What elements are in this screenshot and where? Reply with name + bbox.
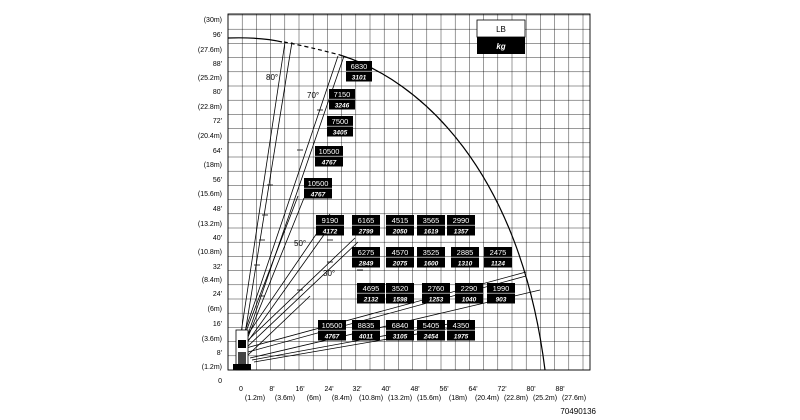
y-tick-m: (3.6m) (201, 336, 222, 343)
load-box (451, 247, 479, 268)
load-box (484, 247, 512, 268)
load-lb: 7500 (331, 117, 349, 126)
x-tick-m: (10.8m) (358, 395, 384, 402)
x-tick-m: (27.6m) (561, 395, 587, 402)
load-box (386, 320, 414, 341)
load-kg: 4767 (310, 191, 326, 199)
load-kg: 2799 (358, 228, 374, 236)
load-lb: 2990 (452, 216, 470, 225)
load-box (386, 215, 414, 236)
max-reach-arc (228, 38, 282, 42)
y-tick-m: (25.2m) (197, 75, 222, 82)
load-boxes (304, 61, 515, 341)
load-box (318, 320, 346, 341)
load-kg: 3405 (332, 129, 348, 137)
angle-label-30: 30° (323, 269, 336, 278)
load-box (447, 215, 475, 236)
load-box (316, 215, 344, 236)
load-kg: 3101 (351, 74, 367, 82)
load-box (487, 283, 515, 304)
load-box (422, 283, 450, 304)
y-tick-ft: 32' (212, 264, 222, 271)
x-tick-m: (20.4m) (474, 395, 500, 402)
load-lb: 3565 (422, 216, 440, 225)
x-tick-m: (3.6m) (274, 395, 296, 402)
load-lb: 2290 (460, 284, 478, 293)
x-tick-m: (8.4m) (331, 395, 353, 402)
y-tick-ft: 0 (218, 378, 222, 385)
x-tick-ft: 72' (497, 386, 507, 393)
y-tick-ft: 64' (212, 148, 222, 155)
load-kg: 2132 (363, 296, 379, 304)
x-tick-ft: 32' (352, 386, 362, 393)
y-axis (198, 17, 222, 385)
x-tick-m: (25.2m) (532, 395, 558, 402)
load-lb: 2760 (427, 284, 445, 293)
load-lb: 6275 (357, 248, 375, 257)
load-kg: 4172 (322, 228, 338, 236)
drawing-number: 70490136 (560, 407, 596, 416)
load-lb: 5405 (422, 321, 440, 330)
load-box (304, 178, 332, 199)
x-tick-m: (1.2m) (244, 395, 266, 402)
load-box (327, 116, 353, 137)
x-tick-m: (6m) (306, 395, 322, 402)
load-kg: 2050 (392, 228, 408, 236)
load-lb: 3525 (422, 248, 440, 257)
load-box (447, 320, 475, 341)
load-kg: 2849 (358, 260, 374, 268)
max-reach-arc-dashed (284, 42, 340, 55)
load-kg: 1598 (392, 296, 408, 304)
y-tick-ft: 56' (212, 177, 222, 184)
load-lb: 6165 (357, 216, 375, 225)
load-lb: 10500 (318, 147, 340, 156)
angle-label-50: 50° (294, 239, 307, 248)
load-lb: 4350 (452, 321, 470, 330)
load-kg: 903 (495, 296, 507, 304)
load-box (346, 61, 372, 82)
load-lb: 10500 (307, 179, 329, 188)
load-kg: 4011 (359, 333, 373, 341)
load-lb: 6840 (391, 321, 409, 330)
load-lb: 2475 (489, 248, 507, 257)
y-tick-m: (8.4m) (201, 277, 222, 284)
load-lb: 2885 (456, 248, 474, 257)
y-tick-ft: 24' (212, 291, 222, 298)
load-kg: 4767 (324, 333, 340, 341)
load-kg: 3246 (334, 102, 350, 110)
load-box (352, 215, 380, 236)
angle-label-80: 80° (266, 73, 279, 82)
load-box (329, 89, 355, 110)
load-box (417, 320, 445, 341)
x-tick-ft: 88' (555, 386, 565, 393)
load-box (386, 283, 414, 304)
load-kg: 1357 (453, 228, 469, 236)
load-lb: 6830 (350, 62, 368, 71)
x-tick-ft: 40' (381, 386, 391, 393)
load-lb: 10500 (321, 321, 343, 330)
x-axis (239, 386, 586, 402)
load-lb: 9190 (321, 216, 339, 225)
x-tick-ft: 24' (324, 386, 334, 393)
load-kg: 1253 (428, 296, 444, 304)
y-tick-m: (13.2m) (197, 221, 222, 228)
load-kg: 2075 (392, 260, 408, 268)
y-tick-ft: 72' (212, 118, 222, 125)
x-tick-ft: 56' (439, 386, 449, 393)
load-kg: 4767 (321, 159, 337, 167)
load-kg: 1310 (457, 260, 473, 268)
load-lb: 4695 (362, 284, 380, 293)
y-tick-ft: 88' (212, 61, 222, 68)
x-tick-ft: 16' (295, 386, 305, 393)
load-box (357, 283, 385, 304)
load-lb: 4570 (391, 248, 409, 257)
y-tick-m: (1.2m) (201, 364, 222, 371)
y-tick-ft: 96' (212, 32, 222, 39)
y-tick-m: (10.8m) (197, 249, 222, 256)
y-tick-m: (22.8m) (197, 104, 222, 111)
load-lb: 1990 (492, 284, 510, 293)
load-box (352, 320, 380, 341)
load-lb: 4515 (391, 216, 409, 225)
x-tick-ft: 0 (239, 386, 243, 393)
y-tick-m: (30m) (203, 17, 222, 24)
y-tick-ft: 16' (212, 321, 222, 328)
x-tick-m: (15.6m) (416, 395, 442, 402)
unit-kg: kg (496, 42, 506, 51)
x-tick-m: (22.8m) (503, 395, 529, 402)
load-box (455, 283, 483, 304)
load-lb: 8835 (357, 321, 375, 330)
load-box (352, 247, 380, 268)
x-tick-ft: 8' (269, 386, 275, 393)
y-tick-ft: 8' (216, 350, 222, 357)
load-kg: 1124 (491, 260, 505, 268)
x-tick-ft: 64' (468, 386, 478, 393)
load-lb: 7150 (333, 90, 351, 99)
load-kg: 1600 (423, 260, 439, 268)
load-kg: 3105 (392, 333, 408, 341)
y-tick-ft: 48' (212, 206, 222, 213)
y-tick-ft: 80' (212, 89, 222, 96)
load-box (386, 247, 414, 268)
x-tick-m: (13.2m) (387, 395, 413, 402)
load-lb: 3520 (391, 284, 409, 293)
unit-lb: LB (496, 25, 506, 34)
load-kg: 1619 (423, 228, 439, 236)
angle-label-70: 70° (307, 91, 320, 100)
x-tick-ft: 80' (526, 386, 536, 393)
x-tick-ft: 48' (410, 386, 420, 393)
x-tick-m: (18m) (448, 395, 468, 402)
load-box (315, 146, 343, 167)
y-tick-m: (20.4m) (197, 133, 222, 140)
boom-positions (240, 42, 540, 362)
load-box (417, 215, 445, 236)
y-tick-m: (27.6m) (197, 47, 222, 54)
load-kg: 1975 (453, 333, 469, 341)
load-kg: 2454 (423, 333, 439, 341)
y-tick-m: (18m) (203, 162, 222, 169)
crane-base (233, 330, 251, 370)
y-tick-m: (6m) (207, 306, 222, 313)
load-box (417, 247, 445, 268)
y-tick-ft: 40' (212, 235, 222, 242)
y-tick-m: (15.6m) (197, 191, 222, 198)
load-kg: 1040 (461, 296, 477, 304)
units-legend (477, 20, 525, 54)
